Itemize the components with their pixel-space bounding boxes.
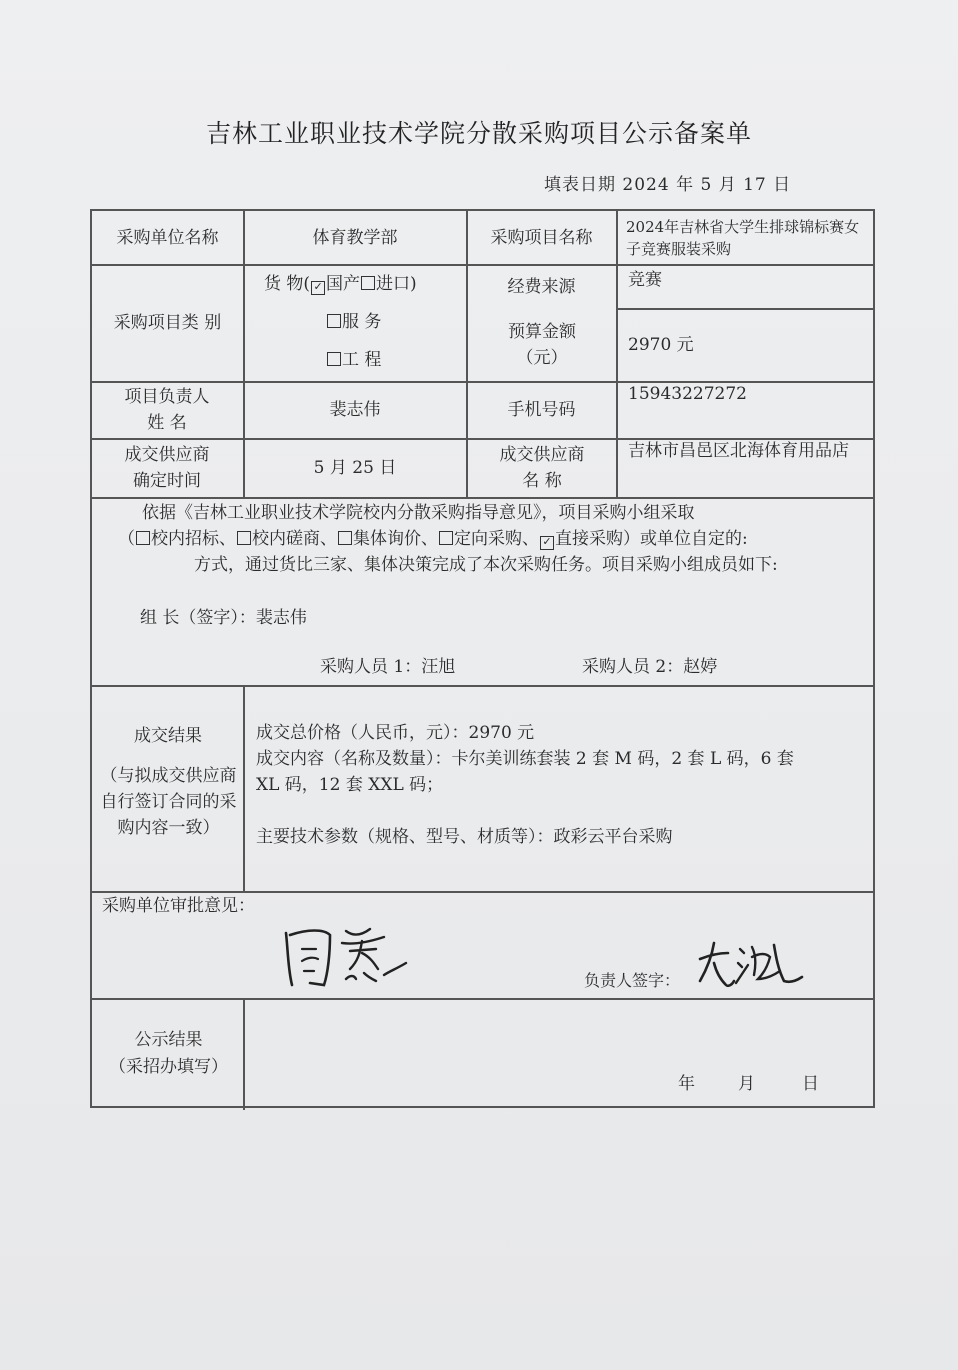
group-leader: 组 长（签字）：裴志伟 — [140, 608, 307, 628]
manager-value: 裴志伟 — [329, 400, 381, 420]
checkbox-icon — [327, 352, 341, 366]
checkbox-icon — [237, 531, 251, 545]
basis-line-2 — [118, 526, 748, 553]
purchasing-unit-value: 体育教学部 — [312, 227, 398, 248]
purchaser-2: 采购人员 2：赵婷 — [582, 657, 718, 677]
result-content-line-1: 成交内容（名称及数量）：卡尔美训练套装 2 套 M 码，2 套 L 码，6 套 — [256, 749, 794, 769]
checkbox-icon — [327, 314, 341, 328]
handwritten-signer-signature — [694, 941, 804, 993]
approval-label: 采购单位审批意见： — [102, 896, 255, 916]
funding-source-label: 经费来源 — [507, 276, 576, 297]
basis-line-1: 依据《吉林工业职业技术学院校内分散采购指导意见》，项目采购小组采取 — [142, 503, 695, 523]
option-campus-negotiation: 校内磋商、 — [252, 529, 337, 549]
purchaser-1: 采购人员 1：汪旭 — [320, 657, 456, 677]
option-direct-purchase: 直接采购）或单位自定的: — [555, 529, 748, 549]
option-open: （ — [118, 529, 135, 549]
purchasing-unit-label: 采购单位名称 — [116, 227, 219, 248]
row-divider — [92, 497, 873, 499]
handwritten-approval-signature — [280, 923, 410, 991]
project-name-label: 采购项目名称 — [490, 227, 593, 248]
budget-label: 预算金额（元） — [508, 322, 576, 368]
row-divider — [92, 998, 873, 1000]
row-divider — [92, 685, 873, 687]
option-campus-bidding: 校内招标、 — [151, 529, 236, 549]
supplier-time-label: 成交供应商确定时间 — [124, 445, 210, 491]
project-name-value: 2024年吉林省大学生排球锦标赛女子竞赛服装采购 — [626, 217, 860, 258]
signer-label: 负责人签字： — [584, 971, 681, 990]
manager-label: 项目负责人姓 名 — [124, 387, 210, 433]
result-label: 成交结果 — [134, 726, 202, 746]
result-content-line-2: XL 码，12 套 XXL 码； — [256, 775, 444, 795]
service-label: 服 务 — [342, 312, 382, 332]
checkbox-checked-icon: ✓ — [311, 281, 325, 295]
fill-date: 填表日期 2024 年 5 月 17 日 — [544, 175, 792, 195]
goods-prefix: 货 物( — [264, 274, 311, 294]
checkbox-icon — [136, 531, 150, 545]
result-price: 成交总价格（人民币，元）：2970 元 — [256, 723, 535, 743]
checkbox-icon — [439, 531, 453, 545]
supplier-name-label: 成交供应商名 称 — [499, 445, 585, 491]
page-title: 吉林工业职业技术学院分散采购项目公示备案单 — [205, 119, 752, 148]
publicity-date-day: 日 — [802, 1074, 819, 1094]
result-tech-params: 主要技术参数（规格、型号、材质等）：政彩云平台采购 — [256, 827, 673, 847]
option-directed-purchase: 定向采购、 — [454, 529, 539, 549]
goods-domestic: 国产 — [326, 274, 361, 294]
budget-value: 2970 元 — [628, 335, 694, 355]
supplier-time-value: 5 月 25 日 — [313, 458, 397, 478]
category-engineering — [326, 347, 381, 374]
basis-line-3: 方式，通过货比三家、集体决策完成了本次采购任务。项目采购小组成员如下: — [194, 555, 778, 575]
result-note: （与拟成交供应商自行签订合同的采购内容一致） — [100, 766, 237, 838]
record-form-table — [90, 209, 875, 1108]
publicity-note: （采招办填写） — [109, 1057, 228, 1077]
checkbox-icon — [338, 531, 352, 545]
supplier-name-value: 吉林市昌邑区北海体育用品店 — [628, 441, 849, 461]
funding-source-value: 竞赛 — [628, 270, 662, 290]
checkbox-icon — [361, 276, 375, 290]
category-label: 采购项目类 别 — [113, 313, 222, 333]
phone-label: 手机号码 — [507, 400, 576, 420]
publicity-label: 公示结果 — [134, 1030, 203, 1050]
option-group-inquiry: 集体询价、 — [353, 529, 438, 549]
engineering-label: 工 程 — [342, 350, 382, 370]
category-goods — [264, 271, 417, 298]
checkbox-checked-icon: ✓ — [540, 536, 554, 550]
category-service — [326, 309, 381, 336]
publicity-date-year: 年 — [678, 1074, 695, 1094]
column-divider — [243, 998, 245, 1110]
phone-value: 15943227272 — [628, 384, 747, 404]
goods-import: 进口) — [376, 274, 417, 294]
column-divider — [243, 685, 245, 891]
publicity-date-month: 月 — [738, 1074, 755, 1094]
column-divider — [616, 211, 618, 497]
